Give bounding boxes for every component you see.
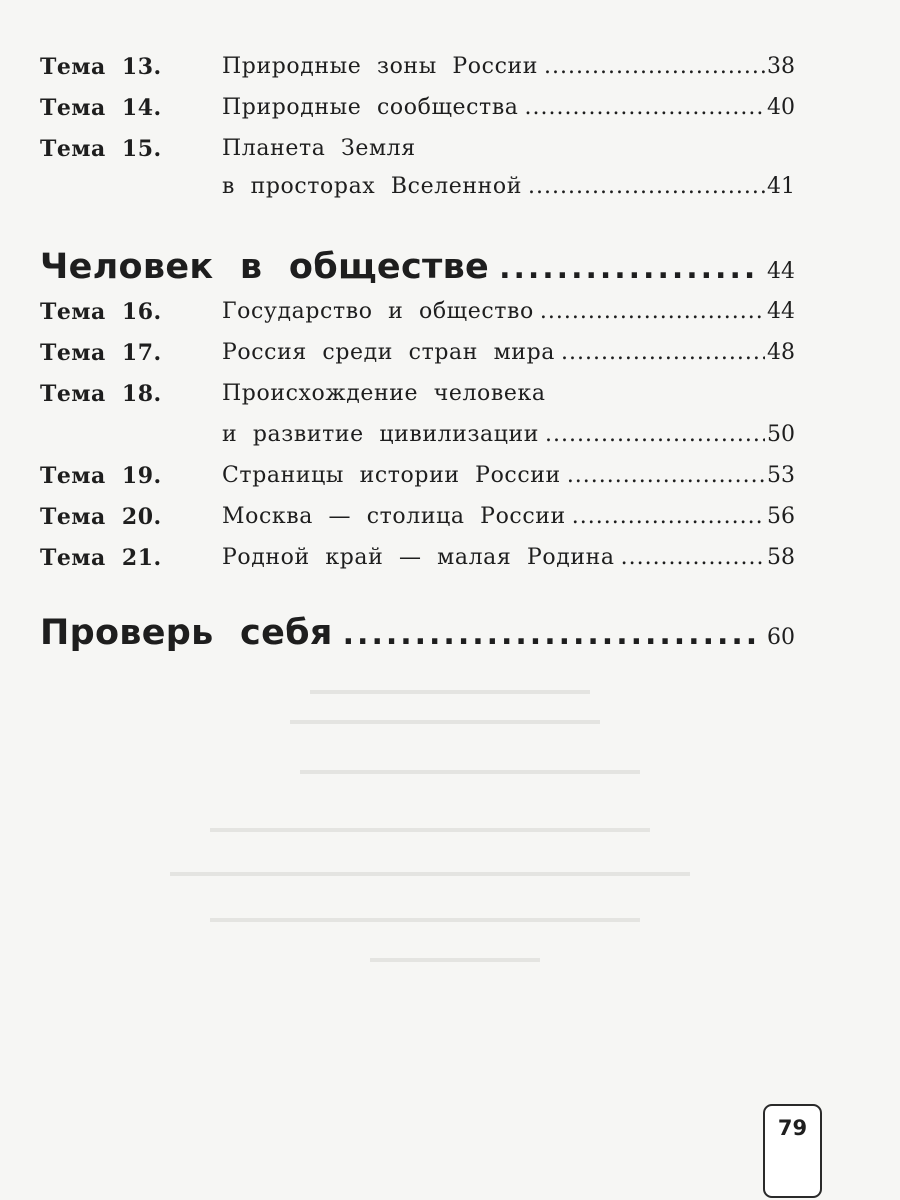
page-ref: 48	[767, 340, 795, 365]
toc-entry[interactable]	[40, 136, 795, 208]
page-ref: 44	[767, 299, 795, 324]
dot-leader	[561, 340, 765, 365]
dot-leader	[499, 251, 759, 286]
page-ref: 53	[767, 463, 795, 488]
topic-title-line-1	[222, 381, 795, 406]
topic-title-continued: и развитие цивилизации	[222, 422, 540, 447]
topic-label: Тема 19.	[40, 463, 162, 489]
section-title: Проверь себя	[40, 613, 333, 653]
topic-title-line	[222, 545, 795, 570]
bleed-through-line	[370, 958, 540, 962]
bleed-through-line	[290, 720, 600, 724]
page-ref: 50	[767, 422, 795, 447]
dot-leader	[545, 422, 765, 447]
toc-entry[interactable]	[40, 545, 795, 579]
topic-title: Страницы истории России	[222, 463, 561, 488]
topic-title: Происхождение человека	[222, 381, 546, 406]
page-ref: 56	[767, 504, 795, 529]
topic-title: Государство и общество	[222, 299, 534, 324]
toc-entry[interactable]	[40, 340, 795, 374]
topic-title-line	[222, 54, 795, 79]
dot-leader	[525, 95, 765, 120]
dot-leader	[567, 463, 765, 488]
toc-entry[interactable]	[40, 463, 795, 497]
topic-title-line	[222, 504, 795, 529]
page-ref: 40	[767, 95, 795, 120]
toc-entry[interactable]	[40, 504, 795, 538]
bleed-through-line	[310, 690, 590, 694]
topic-title: Планета Земля	[222, 136, 416, 161]
bleed-through-line	[300, 770, 640, 774]
topic-label: Тема 21.	[40, 545, 162, 571]
page-number-box	[763, 1104, 822, 1198]
topic-title: Природные сообщества	[222, 95, 519, 120]
topic-label: Тема 14.	[40, 95, 162, 121]
topic-label: Тема 16.	[40, 299, 162, 325]
page-number: 79	[777, 1116, 808, 1140]
page-ref: 60	[767, 625, 795, 650]
dot-leader	[544, 54, 765, 79]
topic-title-line-2	[222, 422, 795, 447]
topic-title-continued: в просторах Вселенной	[222, 174, 523, 199]
topic-title: Родной край — малая Родина	[222, 545, 615, 570]
page-ref: 38	[767, 54, 795, 79]
topic-title-line-2	[222, 174, 795, 199]
dot-leader	[540, 299, 765, 324]
toc-entry[interactable]	[40, 54, 795, 88]
topic-title: Россия среди стран мира	[222, 340, 555, 365]
topic-label: Тема 15.	[40, 136, 162, 162]
bleed-through-line	[170, 872, 690, 876]
dot-leader	[572, 504, 765, 529]
topic-label: Тема 20.	[40, 504, 162, 530]
page-ref: 41	[767, 174, 795, 199]
bleed-through-line	[210, 828, 650, 832]
topic-title-line	[222, 95, 795, 120]
section-title: Человек в обществе	[40, 247, 490, 287]
dot-leader	[621, 545, 765, 570]
dot-leader	[343, 617, 759, 652]
topic-label: Тема 18.	[40, 381, 162, 407]
topic-label: Тема 13.	[40, 54, 162, 80]
section-heading[interactable]	[40, 613, 795, 663]
toc-entry[interactable]	[40, 299, 795, 333]
topic-title: Москва — столица России	[222, 504, 566, 529]
page-ref: 58	[767, 545, 795, 570]
dot-leader	[528, 174, 765, 199]
toc-entry[interactable]	[40, 381, 795, 455]
topic-title-line	[222, 340, 795, 365]
toc-entry[interactable]	[40, 95, 795, 129]
topic-title: Природные зоны России	[222, 54, 539, 79]
topic-title-line	[222, 299, 795, 324]
page-ref: 44	[767, 259, 795, 284]
bleed-through-line	[210, 918, 640, 922]
topic-label: Тема 17.	[40, 340, 162, 366]
topic-title-line-1	[222, 136, 795, 161]
section-heading[interactable]	[40, 247, 795, 297]
topic-title-line	[222, 463, 795, 488]
